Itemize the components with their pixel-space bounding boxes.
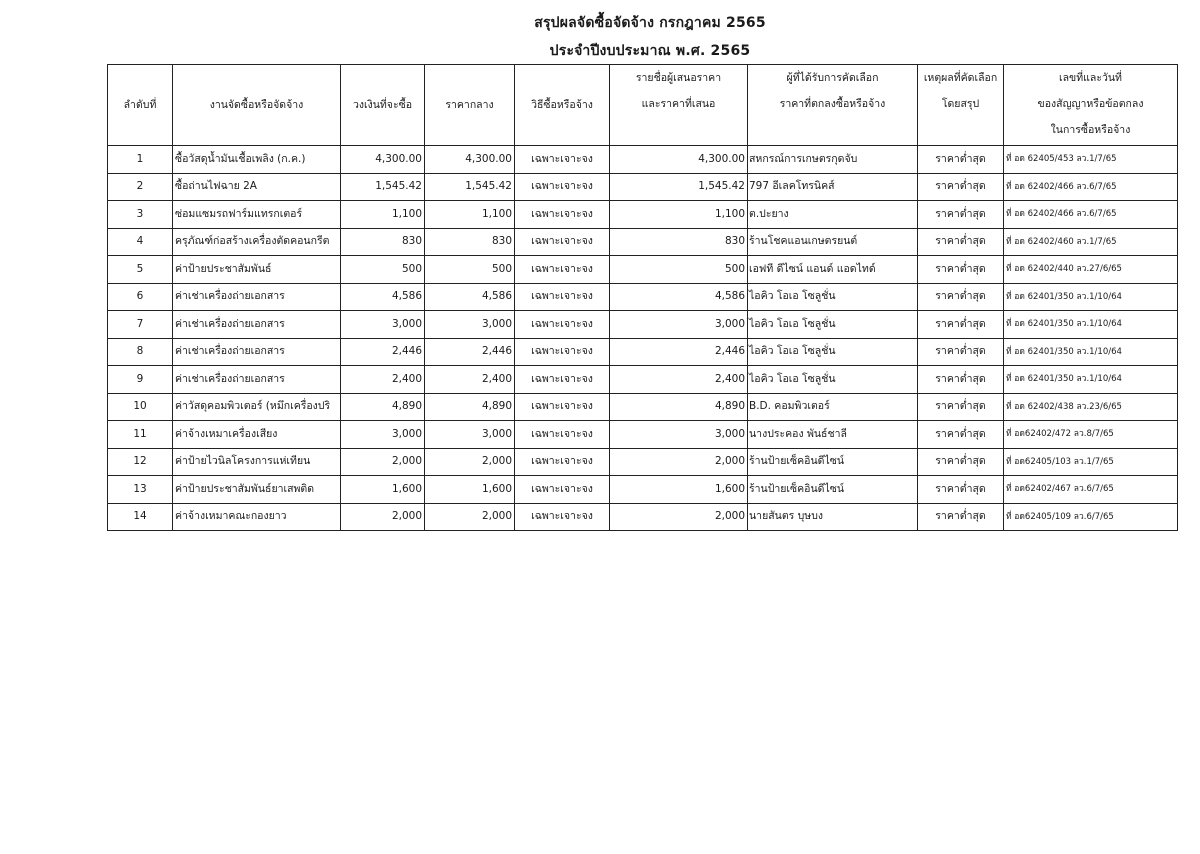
cell-method: เฉพาะเจาะจง bbox=[515, 476, 610, 504]
cell-reason: ราคาต่ำสุด bbox=[918, 421, 1004, 449]
cell-winner: ร้านป้ายเซ็คอินดีไซน์ bbox=[748, 476, 918, 504]
cell-reason: ราคาต่ำสุด bbox=[918, 503, 1004, 531]
cell-median-price: 2,000 bbox=[425, 503, 515, 531]
cell-budget: 4,586 bbox=[341, 283, 425, 311]
cell-reason: ราคาต่ำสุด bbox=[918, 338, 1004, 366]
cell-offered-price: 4,890 bbox=[610, 393, 748, 421]
table-row bbox=[108, 256, 1178, 284]
header-bidders: รายชื่อผู้เสนอราคา และราคาที่เสนอ bbox=[610, 65, 748, 146]
cell-contract: ที่ อด 62401/350 ลว.1/10/64 bbox=[1004, 366, 1178, 394]
cell-median-price: 4,890 bbox=[425, 393, 515, 421]
cell-item: ค่าป้ายประชาสัมพันธ์ bbox=[173, 256, 341, 284]
cell-contract: ที่ อด 62402/460 ลว.1/7/65 bbox=[1004, 228, 1178, 256]
table-row bbox=[108, 146, 1178, 174]
cell-method: เฉพาะเจาะจง bbox=[515, 421, 610, 449]
cell-median-price: 2,446 bbox=[425, 338, 515, 366]
cell-method: เฉพาะเจาะจง bbox=[515, 311, 610, 339]
cell-winner: ไอคิว โอเอ โซลูชั่น bbox=[748, 283, 918, 311]
cell-offered-price: 2,000 bbox=[610, 503, 748, 531]
cell-median-price: 2,400 bbox=[425, 366, 515, 394]
cell-offered-price: 2,446 bbox=[610, 338, 748, 366]
cell-reason: ราคาต่ำสุด bbox=[918, 448, 1004, 476]
table-row bbox=[108, 173, 1178, 201]
cell-median-price: 2,000 bbox=[425, 448, 515, 476]
cell-winner: 797 อีเลคโทรนิคส์ bbox=[748, 173, 918, 201]
cell-item: ครุภัณฑ์ก่อสร้างเครื่องตัดคอนกรีต bbox=[173, 228, 341, 256]
cell-method: เฉพาะเจาะจง bbox=[515, 228, 610, 256]
cell-seq: 8 bbox=[108, 338, 173, 366]
cell-item: ซื้อวัสดุน้ำมันเชื้อเพลิง (ก.ค.) bbox=[173, 146, 341, 174]
cell-seq: 2 bbox=[108, 173, 173, 201]
cell-item: ค่าเช่าเครื่องถ่ายเอกสาร bbox=[173, 311, 341, 339]
cell-seq: 5 bbox=[108, 256, 173, 284]
cell-budget: 830 bbox=[341, 228, 425, 256]
cell-seq: 3 bbox=[108, 201, 173, 229]
cell-seq: 13 bbox=[108, 476, 173, 504]
cell-reason: ราคาต่ำสุด bbox=[918, 173, 1004, 201]
cell-seq: 9 bbox=[108, 366, 173, 394]
cell-median-price: 1,100 bbox=[425, 201, 515, 229]
cell-seq: 6 bbox=[108, 283, 173, 311]
table-row bbox=[108, 476, 1178, 504]
cell-contract: ที่ อด 62402/466 ลว.6/7/65 bbox=[1004, 201, 1178, 229]
cell-offered-price: 4,586 bbox=[610, 283, 748, 311]
cell-budget: 1,600 bbox=[341, 476, 425, 504]
procurement-table bbox=[107, 64, 1178, 531]
cell-median-price: 3,000 bbox=[425, 311, 515, 339]
cell-contract: ที่ อด 62401/350 ลว.1/10/64 bbox=[1004, 338, 1178, 366]
cell-method: เฉพาะเจาะจง bbox=[515, 366, 610, 394]
table-header-row bbox=[108, 65, 1178, 146]
cell-budget: 4,300.00 bbox=[341, 146, 425, 174]
cell-method: เฉพาะเจาะจง bbox=[515, 201, 610, 229]
cell-contract: ที่ อด62405/103 ลว.1/7/65 bbox=[1004, 448, 1178, 476]
cell-reason: ราคาต่ำสุด bbox=[918, 311, 1004, 339]
cell-winner: ต.ปะยาง bbox=[748, 201, 918, 229]
cell-method: เฉพาะเจาะจง bbox=[515, 393, 610, 421]
cell-budget: 2,000 bbox=[341, 448, 425, 476]
cell-method: เฉพาะเจาะจง bbox=[515, 146, 610, 174]
cell-seq: 10 bbox=[108, 393, 173, 421]
cell-budget: 500 bbox=[341, 256, 425, 284]
cell-seq: 1 bbox=[108, 146, 173, 174]
cell-method: เฉพาะเจาะจง bbox=[515, 256, 610, 284]
cell-median-price: 830 bbox=[425, 228, 515, 256]
cell-median-price: 1,545.42 bbox=[425, 173, 515, 201]
cell-median-price: 1,600 bbox=[425, 476, 515, 504]
header-seq: ลำดับที่ bbox=[108, 65, 173, 146]
cell-budget: 3,000 bbox=[341, 311, 425, 339]
cell-contract: ที่ อด 62401/350 ลว.1/10/64 bbox=[1004, 311, 1178, 339]
cell-budget: 2,446 bbox=[341, 338, 425, 366]
cell-budget: 2,400 bbox=[341, 366, 425, 394]
cell-winner: ร้านโชคแอนเกษตรยนต์ bbox=[748, 228, 918, 256]
table-row bbox=[108, 228, 1178, 256]
cell-reason: ราคาต่ำสุด bbox=[918, 283, 1004, 311]
cell-budget: 4,890 bbox=[341, 393, 425, 421]
table-row bbox=[108, 503, 1178, 531]
cell-reason: ราคาต่ำสุด bbox=[918, 366, 1004, 394]
cell-winner: ไอคิว โอเอ โซลูชั่น bbox=[748, 366, 918, 394]
cell-reason: ราคาต่ำสุด bbox=[918, 201, 1004, 229]
cell-offered-price: 1,600 bbox=[610, 476, 748, 504]
cell-method: เฉพาะเจาะจง bbox=[515, 173, 610, 201]
cell-median-price: 500 bbox=[425, 256, 515, 284]
cell-offered-price: 4,300.00 bbox=[610, 146, 748, 174]
cell-offered-price: 2,000 bbox=[610, 448, 748, 476]
cell-winner: ร้านป้ายเซ็คอินดีไซน์ bbox=[748, 448, 918, 476]
document-subtitle: ประจำปีงบประมาณ พ.ศ. 2565 bbox=[549, 43, 751, 59]
cell-contract: ที่ อด 62401/350 ลว.1/10/64 bbox=[1004, 283, 1178, 311]
cell-reason: ราคาต่ำสุด bbox=[918, 146, 1004, 174]
cell-contract: ที่ อด62402/472 ลว.8/7/65 bbox=[1004, 421, 1178, 449]
cell-reason: ราคาต่ำสุด bbox=[918, 476, 1004, 504]
cell-item: ค่าวัสดุคอมพิวเตอร์ (หมึกเครื่องปริ bbox=[173, 393, 341, 421]
cell-item: ซื้อถ่านไฟฉาย 2A bbox=[173, 173, 341, 201]
cell-item: ค่าเช่าเครื่องถ่ายเอกสาร bbox=[173, 283, 341, 311]
cell-method: เฉพาะเจาะจง bbox=[515, 338, 610, 366]
cell-winner: ไอคิว โอเอ โซลูชั่น bbox=[748, 338, 918, 366]
header-method: วิธีซื้อหรือจ้าง bbox=[515, 65, 610, 146]
cell-method: เฉพาะเจาะจง bbox=[515, 503, 610, 531]
header-item: งานจัดซื้อหรือจัดจ้าง bbox=[173, 65, 341, 146]
cell-item: ค่าจ้างเหมาเครื่องเสียง bbox=[173, 421, 341, 449]
cell-offered-price: 500 bbox=[610, 256, 748, 284]
cell-offered-price: 3,000 bbox=[610, 421, 748, 449]
cell-item: ค่าป้ายประชาสัมพันธ์ยาเสพติด bbox=[173, 476, 341, 504]
cell-method: เฉพาะเจาะจง bbox=[515, 448, 610, 476]
header-median-price: ราคากลาง bbox=[425, 65, 515, 146]
cell-contract: ที่ อด 62402/438 ลว.23/6/65 bbox=[1004, 393, 1178, 421]
table-row bbox=[108, 311, 1178, 339]
cell-offered-price: 1,100 bbox=[610, 201, 748, 229]
header-budget: วงเงินที่จะซื้อ bbox=[341, 65, 425, 146]
document-title: สรุปผลจัดซื้อจัดจ้าง กรกฎาคม 2565 bbox=[534, 15, 766, 31]
cell-contract: ที่ อด62402/467 ลว.6/7/65 bbox=[1004, 476, 1178, 504]
cell-contract: ที่ อด62405/109 ลว.6/7/65 bbox=[1004, 503, 1178, 531]
cell-offered-price: 1,545.42 bbox=[610, 173, 748, 201]
table-row bbox=[108, 283, 1178, 311]
cell-item: ค่าเช่าเครื่องถ่ายเอกสาร bbox=[173, 366, 341, 394]
cell-contract: ที่ อด 62402/466 ลว.6/7/65 bbox=[1004, 173, 1178, 201]
cell-budget: 2,000 bbox=[341, 503, 425, 531]
header-winner: ผู้ที่ได้รับการคัดเลือก ราคาที่ตกลงซื้อหรือจ้าง bbox=[748, 65, 918, 146]
cell-median-price: 3,000 bbox=[425, 421, 515, 449]
cell-offered-price: 2,400 bbox=[610, 366, 748, 394]
table-row bbox=[108, 366, 1178, 394]
cell-seq: 12 bbox=[108, 448, 173, 476]
table-row bbox=[108, 421, 1178, 449]
cell-contract: ที่ อด 62402/440 ลว.27/6/65 bbox=[1004, 256, 1178, 284]
header-contract: เลขที่และวันที่ ของสัญญาหรือข้อตกลง ในการซื้อหรือจ้าง bbox=[1004, 65, 1178, 146]
table-row bbox=[108, 393, 1178, 421]
cell-median-price: 4,586 bbox=[425, 283, 515, 311]
cell-winner: นายสันตร บุษบง bbox=[748, 503, 918, 531]
cell-seq: 4 bbox=[108, 228, 173, 256]
cell-winner: B.D. คอมพิวเตอร์ bbox=[748, 393, 918, 421]
procurement-table-container bbox=[107, 64, 1178, 531]
cell-reason: ราคาต่ำสุด bbox=[918, 256, 1004, 284]
cell-offered-price: 830 bbox=[610, 228, 748, 256]
cell-contract: ที่ อด 62405/453 ลว.1/7/65 bbox=[1004, 146, 1178, 174]
cell-median-price: 4,300.00 bbox=[425, 146, 515, 174]
cell-budget: 3,000 bbox=[341, 421, 425, 449]
cell-offered-price: 3,000 bbox=[610, 311, 748, 339]
cell-budget: 1,100 bbox=[341, 201, 425, 229]
table-row bbox=[108, 448, 1178, 476]
cell-seq: 14 bbox=[108, 503, 173, 531]
table-row bbox=[108, 338, 1178, 366]
table-row bbox=[108, 201, 1178, 229]
cell-reason: ราคาต่ำสุด bbox=[918, 228, 1004, 256]
cell-reason: ราคาต่ำสุด bbox=[918, 393, 1004, 421]
cell-method: เฉพาะเจาะจง bbox=[515, 283, 610, 311]
cell-item: ค่าป้ายไวนิลโครงการแห่เทียน bbox=[173, 448, 341, 476]
cell-winner: สหกรณ์การเกษตรกุดจับ bbox=[748, 146, 918, 174]
cell-winner: เอฟที ดีไซน์ แอนด์ แอดไทด์ bbox=[748, 256, 918, 284]
cell-seq: 7 bbox=[108, 311, 173, 339]
cell-seq: 11 bbox=[108, 421, 173, 449]
cell-winner: ไอคิว โอเอ โซลูชั่น bbox=[748, 311, 918, 339]
cell-item: ค่าจ้างเหมาคณะกองยาว bbox=[173, 503, 341, 531]
table-body bbox=[108, 146, 1178, 531]
cell-item: ซ่อมแซมรถฟาร์มแทรกเตอร์ bbox=[173, 201, 341, 229]
header-reason: เหตุผลที่คัดเลือก โดยสรุป bbox=[918, 65, 1004, 146]
cell-budget: 1,545.42 bbox=[341, 173, 425, 201]
cell-winner: นางประคอง พันธ์ชาลี bbox=[748, 421, 918, 449]
cell-item: ค่าเช่าเครื่องถ่ายเอกสาร bbox=[173, 338, 341, 366]
